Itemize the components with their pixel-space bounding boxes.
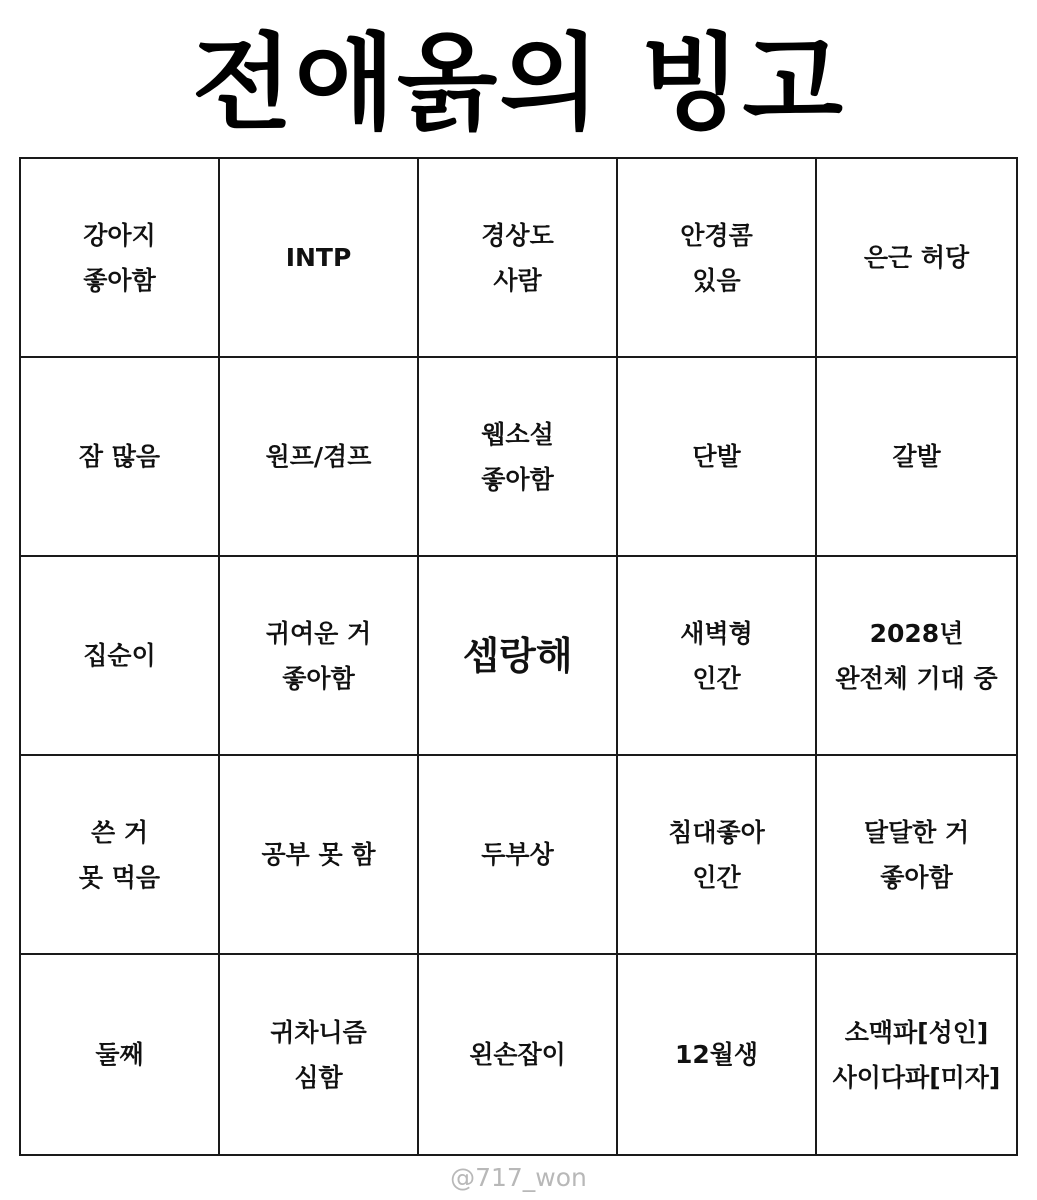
bingo-cell — [220, 557, 419, 756]
bingo-cell-label: 왼손잡이 — [469, 1040, 566, 1069]
bingo-cell — [220, 955, 419, 1154]
bingo-cell-label: 집순이 — [83, 641, 156, 670]
bingo-cell-label: 귀차니즘 심함 — [270, 1017, 367, 1092]
bingo-cell-label: 은근 허당 — [863, 243, 970, 272]
bingo-cell-label: 경상도 사람 — [481, 220, 554, 295]
bingo-cell — [817, 955, 1016, 1154]
bingo-cell-label: 공부 못 함 — [261, 840, 376, 869]
bingo-cell-label: 침대좋아 인간 — [668, 817, 765, 892]
bingo-cell — [817, 557, 1016, 756]
bingo-cell — [21, 955, 220, 1154]
bingo-cell-label: 잠 많음 — [78, 442, 161, 471]
bingo-cell-label: 원프/겸프 — [265, 442, 372, 471]
bingo-cell — [419, 756, 618, 955]
bingo-cell — [817, 159, 1016, 358]
bingo-cell — [419, 955, 618, 1154]
bingo-cell-label: 2028년 완전체 기대 중 — [835, 618, 998, 693]
bingo-cell — [21, 159, 220, 358]
bingo-cell — [220, 756, 419, 955]
bingo-cell — [220, 358, 419, 557]
bingo-cell — [817, 756, 1016, 955]
bingo-title: 전애옭의 빙고 — [192, 22, 845, 144]
bingo-cell-label: 갈발 — [892, 442, 941, 471]
bingo-cell-label: 단발 — [692, 442, 741, 471]
bingo-board — [19, 157, 1018, 1156]
bingo-cell-label: 두부상 — [481, 840, 554, 869]
bingo-cell — [21, 756, 220, 955]
bingo-cell — [618, 358, 817, 557]
bingo-cell — [618, 756, 817, 955]
bingo-cell — [618, 557, 817, 756]
bingo-center-cell — [419, 557, 618, 756]
bingo-cell — [817, 358, 1016, 557]
bingo-cell-label: 강아지 좋아함 — [83, 220, 156, 295]
bingo-cell-label: 셉랑해 — [462, 633, 573, 678]
bingo-cell-label: INTP — [285, 243, 352, 272]
bingo-cell — [21, 557, 220, 756]
watermark-handle: @717_won — [450, 1163, 587, 1192]
bingo-cell-label: 둘째 — [95, 1040, 144, 1069]
bingo-cell — [419, 358, 618, 557]
bingo-cell-label: 12월생 — [674, 1040, 759, 1069]
bingo-cell-label: 소맥파[성인] 사이다파[미자] — [832, 1017, 1001, 1092]
bingo-cell — [220, 159, 419, 358]
bingo-cell — [618, 955, 817, 1154]
bingo-cell-label: 귀여운 거 좋아함 — [265, 618, 372, 693]
bingo-cell-label: 쓴 거 못 먹음 — [78, 817, 161, 892]
bingo-cell — [618, 159, 817, 358]
bingo-cell-label: 달달한 거 좋아함 — [863, 817, 970, 892]
bingo-cell-label: 웹소설 좋아함 — [481, 419, 554, 494]
bingo-cell — [419, 159, 618, 358]
bingo-cell — [21, 358, 220, 557]
bingo-cell-label: 새벽형 인간 — [680, 618, 753, 693]
bingo-cell-label: 안경콤 있음 — [680, 220, 753, 295]
